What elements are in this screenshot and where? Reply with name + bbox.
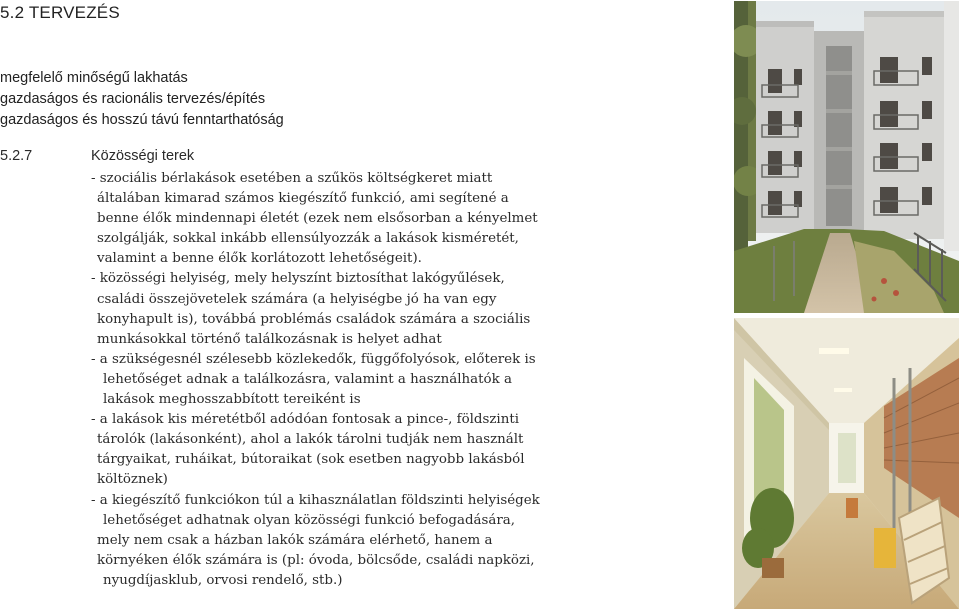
body-line: általában kimarad számos kiegészítő funkció, ami segítené a bbox=[97, 191, 509, 207]
section-heading: 5.2 TERVEZÉS bbox=[0, 3, 120, 22]
body-line: nyugdíjasklub, orvosi rendelő, stb.) bbox=[103, 572, 343, 588]
body-line: szolgálják, sokkal inkább ellensúlyozzák a lakások kisméretét, bbox=[97, 231, 519, 247]
body-line: lehetőséget adhatnak olyan közösségi funkció befogadására, bbox=[103, 512, 516, 528]
body-line: - a lakások kis méretétből adódóan fontosak a pince-, földszinti bbox=[91, 412, 519, 428]
body-line: tárgyaikat, ruháikat, bútoraikat (sok esetben nagyobb lakásból bbox=[97, 452, 525, 468]
corridor-interior-photo bbox=[734, 318, 959, 609]
intro-item: gazdaságos és hosszú távú fenntarthatóság bbox=[0, 112, 284, 128]
subsection-title: Közösségi terek bbox=[91, 148, 195, 164]
body-line: munkásokkal történő találkozásnak is helyet adhat bbox=[97, 331, 442, 347]
body-line: - a kiegészítő funkciókon túl a kihasználatlan földszinti helyiségek bbox=[91, 492, 540, 508]
body-line: költöznek) bbox=[97, 472, 168, 488]
body-line: lakások meghosszabbított tereiként is bbox=[103, 392, 361, 408]
body-line: lehetőséget adnak a találkozásra, valamint a használhatók a bbox=[103, 371, 512, 387]
intro-list bbox=[0, 68, 284, 131]
body-line: konyhapult is), továbbá problémás családok számára a szociális bbox=[97, 311, 531, 327]
body-line: mely nem csak a házban lakók számára elérhető, hanem a bbox=[97, 532, 493, 548]
body-line: családi összejövetelek számára (a helyiségbe jó ha van egy bbox=[97, 291, 497, 307]
subsection-body bbox=[0, 169, 540, 591]
subsection-number: 5.2.7 bbox=[0, 148, 33, 164]
body-line: - közösségi helyiség, mely helyszínt biztosíthat lakógyűlések, bbox=[91, 271, 505, 287]
body-line: valamint a benne élők korlátozott lehetőségeit). bbox=[97, 251, 422, 267]
building-exterior-photo bbox=[734, 1, 959, 313]
body-line: benne élők mindennapi életét (ezek nem elsősorban a kényelmet bbox=[97, 211, 538, 227]
body-line: tárolók (lakásonként), ahol a lakók tárolni tudják nem használt bbox=[97, 432, 524, 448]
intro-item: gazdaságos és racionális tervezés/építés bbox=[0, 91, 266, 107]
body-line: környéken élők számára is (pl: óvoda, bölcsőde, családi napközi, bbox=[97, 552, 535, 568]
body-line: - szociális bérlakások esetében a szűkös költségkeret miatt bbox=[91, 171, 493, 186]
intro-item: megfelelő minőségű lakhatás bbox=[0, 70, 188, 86]
body-line: - a szükségesnél szélesebb közlekedők, függőfolyósok, előterek is bbox=[91, 351, 536, 367]
